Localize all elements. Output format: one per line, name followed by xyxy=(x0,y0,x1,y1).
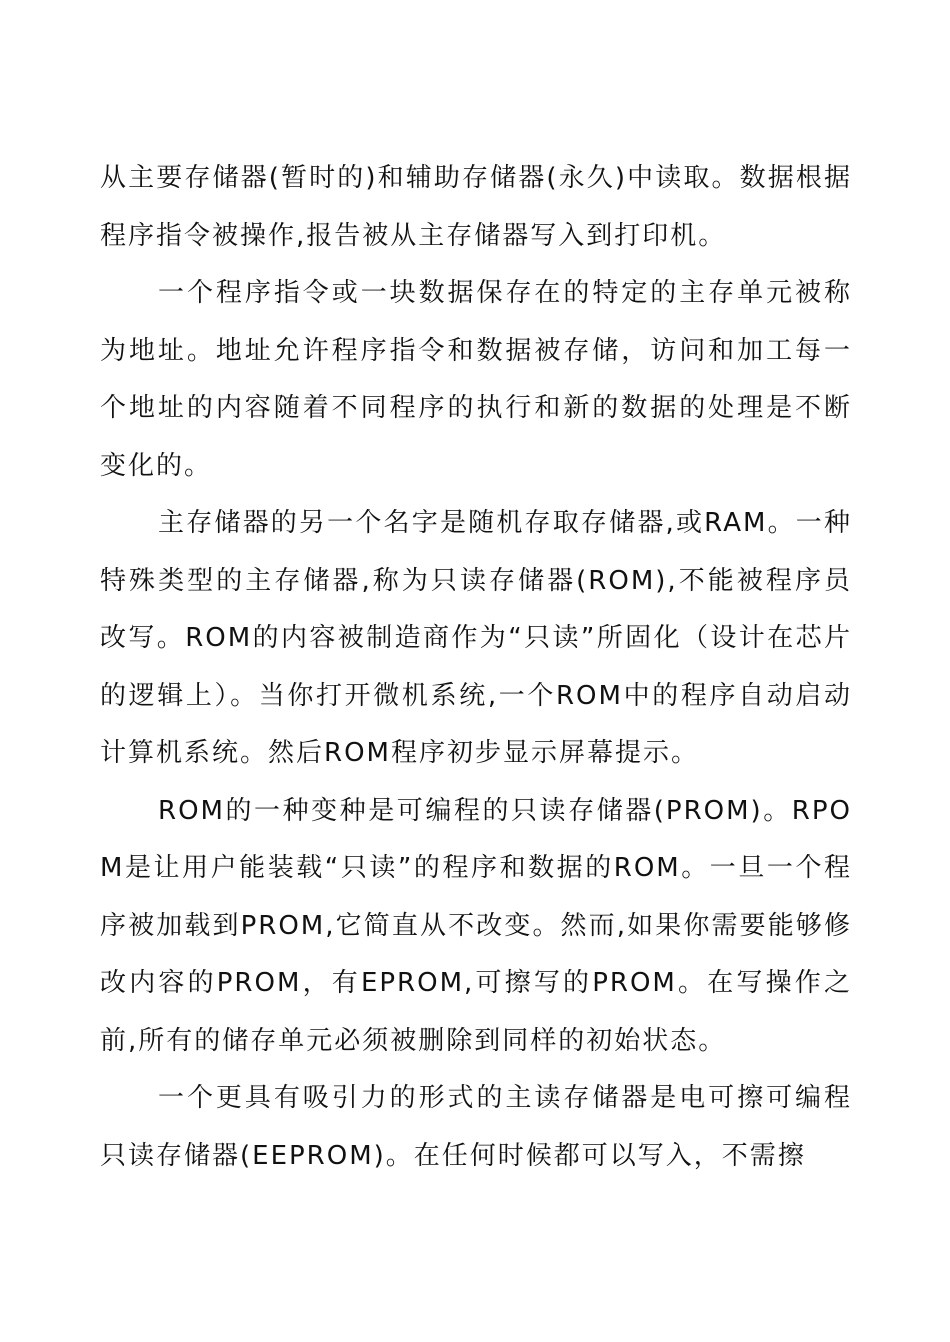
paragraph-continuation: 从主要存储器(暂时的)和辅助存储器(永久)中读取。数据根据程序指令被操作,报告被从主存储器写入到打印机。 xyxy=(100,163,852,251)
paragraph-address: 一个程序指令或一块数据保存在的特定的主存单元被称为地址。地址允许程序指令和数据被存储，访问和加工每一个地址的内容随着不同程序的执行和新的数据的处理是不断变化的。 xyxy=(100,278,852,481)
paragraph-eeprom: 一个更具有吸引力的形式的主读存储器是电可擦可编程只读存储器(EEPROM)。在任何时候都可以写入，不需擦 xyxy=(100,1083,852,1171)
paragraph-prom: ROM的一种变种是可编程的只读存储器(PROM)。RPOM是让用户能装载“只读”的程序和数据的ROM。一旦一个程序被加载到PROM,它简直从不改变。然而,如果你需要能够修改内容的PROM，有EPROM,可擦写的PROM。在写操作之前,所有的储存单元必须被删除到同样的初始状态。 xyxy=(100,795,852,1056)
document-page xyxy=(100,150,852,1185)
paragraph-ram-rom: 主存储器的另一个名字是随机存取存储器,或RAM。一种特殊类型的主存储器,称为只读存储器(ROM),不能被程序员改写。ROM的内容被制造商作为“只读”所固化（设计在芯片的逻辑上）。当你打开微机系统,一个ROM中的程序自动启动计算机系统。然后ROM程序初步显示屏幕提示。 xyxy=(100,508,852,768)
